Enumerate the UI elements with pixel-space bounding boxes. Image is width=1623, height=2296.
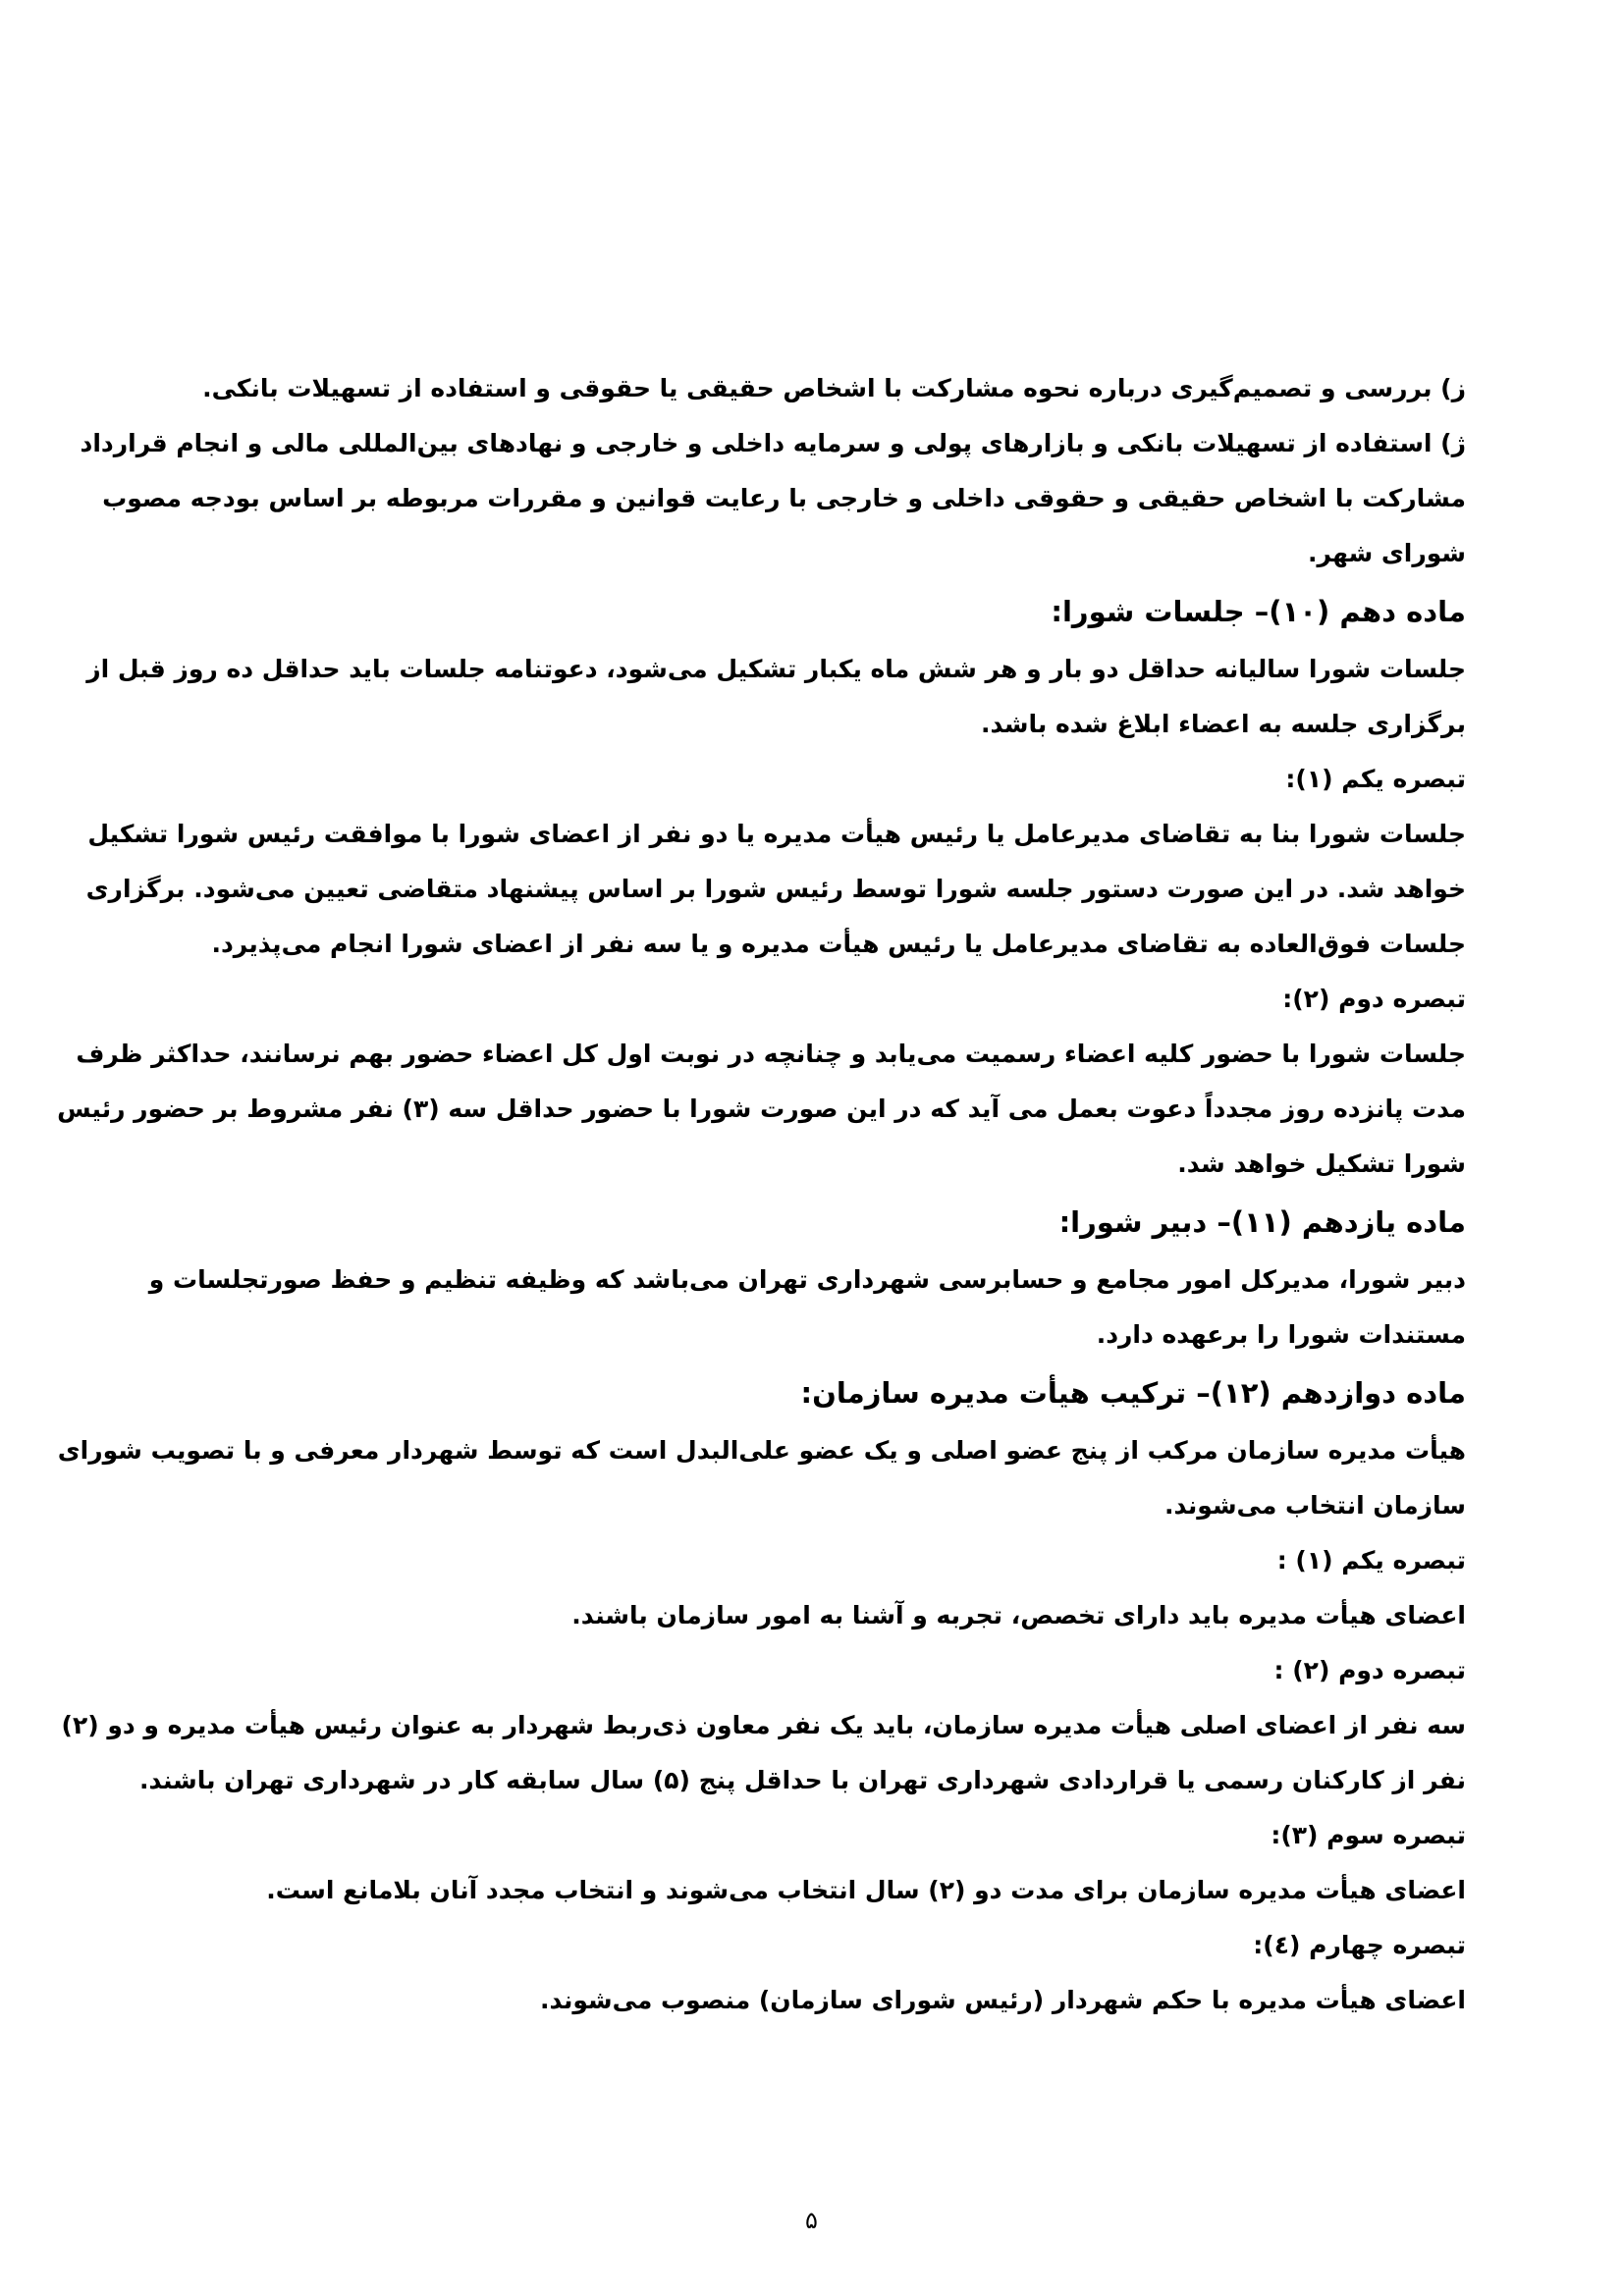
text-line: مدت پانزده روز مجدداً دعوت بعمل می آید که در این صورت شورا با حضور حداقل سه (۳) نفر مشروط بر حضور رئیس — [57, 1095, 1466, 1123]
text-line: اعضای هیأت مدیره سازمان برای مدت دو (۲) سال انتخاب می‌شوند و انتخاب مجدد آنان بلامانع است. — [266, 1876, 1466, 1904]
text-line: ز) بررسی و تصمیم‌گیری درباره نحوه مشارکت با اشخاص حقیقی یا حقوقی و استفاده از تسهیلات بانکی. — [202, 374, 1466, 402]
article-heading: ماده دهم (۱۰)– جلسات شورا: — [1051, 595, 1466, 628]
text-line: هیأت مدیره سازمان مرکب از پنج عضو اصلی و یک عضو علی‌البدل است که توسط شهردار معرفی و با تصویب شورای — [57, 1436, 1466, 1465]
article-heading: ماده دوازدهم (۱۲)– ترکیب هیأت مدیره سازمان: — [800, 1376, 1466, 1410]
text-line: اعضای هیأت مدیره باید دارای تخصص، تجربه و آشنا به امور سازمان باشند. — [571, 1601, 1466, 1629]
text-line: مشارکت با اشخاص حقیقی و حقوقی داخلی و خارجی با رعایت قوانین و مقررات مربوطه بر اساس بودجه مصوب — [102, 484, 1466, 512]
document-body — [57, 361, 1466, 2028]
article-heading: ماده یازدهم (۱۱)– دبیر شورا: — [1058, 1205, 1466, 1239]
text-line: اعضای هیأت مدیره با حکم شهردار (رئیس شورای سازمان) منصوب می‌شوند. — [540, 1986, 1466, 2014]
text-line: جلسات فوق‌العاده به تقاضای مدیرعامل یا رئیس هیأت مدیره و یا سه نفر از اعضای شورا انجام می‌پذیرد. — [211, 930, 1466, 958]
text-line: شورا تشکیل خواهد شد. — [1177, 1149, 1466, 1178]
text-line: برگزاری جلسه به اعضاء ابلاغ شده باشد. — [980, 710, 1466, 738]
text-line: ژ) استفاده از تسهیلات بانکی و بازارهای پولی و سرمایه داخلی و خارجی و نهادهای بین‌المللی مالی و انجام قرارداد — [80, 429, 1466, 457]
note-heading: تبصره دوم (۲): — [1282, 985, 1466, 1013]
text-line: سه نفر از اعضای اصلی هیأت مدیره سازمان، باید یک نفر معاون ذی‌ربط شهردار به عنوان رئیس هیأت مدیره و دو (۲) — [61, 1711, 1466, 1739]
text-line: جلسات شورا بنا به تقاضای مدیرعامل یا رئیس هیأت مدیره یا دو نفر از اعضای شورا با موافقت رئیس شورا تشکیل — [87, 820, 1466, 848]
text-line: نفر از کارکنان رسمی یا قراردادی شهرداری تهران با حداقل پنج (۵) سال سابقه کار در شهرداری تهران باشند. — [139, 1766, 1466, 1794]
note-heading: تبصره چهارم (٤): — [1253, 1931, 1466, 1959]
note-heading: تبصره یکم (۱): — [1285, 765, 1466, 793]
note-heading: تبصره یکم (۱) : — [1276, 1546, 1466, 1575]
text-line: سازمان انتخاب می‌شوند. — [1163, 1491, 1466, 1520]
text-line: مستندات شورا را برعهده دارد. — [1096, 1320, 1466, 1349]
text-line: جلسات شورا با حضور کلیه اعضاء رسمیت می‌یابد و چنانچه در نوبت اول کل اعضاء حضور بهم نرسانند، حداکثر ظرف — [76, 1040, 1466, 1068]
text-line: شورای شهر. — [1308, 539, 1466, 567]
note-heading: تبصره سوم (۳): — [1271, 1821, 1466, 1849]
text-line: دبیر شورا، مدیرکل امور مجامع و حسابرسی شهرداری تهران می‌باشد که وظیفه تنظیم و حفظ صورتجلسات و — [148, 1265, 1466, 1294]
text-line: خواهد شد. در این صورت دستور جلسه شورا توسط رئیس شورا بر اساس پیشنهاد متقاضی تعیین می‌شود. برگزاری — [85, 875, 1466, 903]
text-line: جلسات شورا سالیانه حداقل دو بار و هر شش ماه یکبار تشکیل می‌شود، دعوتنامه جلسات باید حداقل ده روز قبل از — [86, 655, 1466, 683]
note-heading: تبصره دوم (۲) : — [1273, 1656, 1466, 1684]
page-number: ۵ — [805, 2207, 818, 2234]
